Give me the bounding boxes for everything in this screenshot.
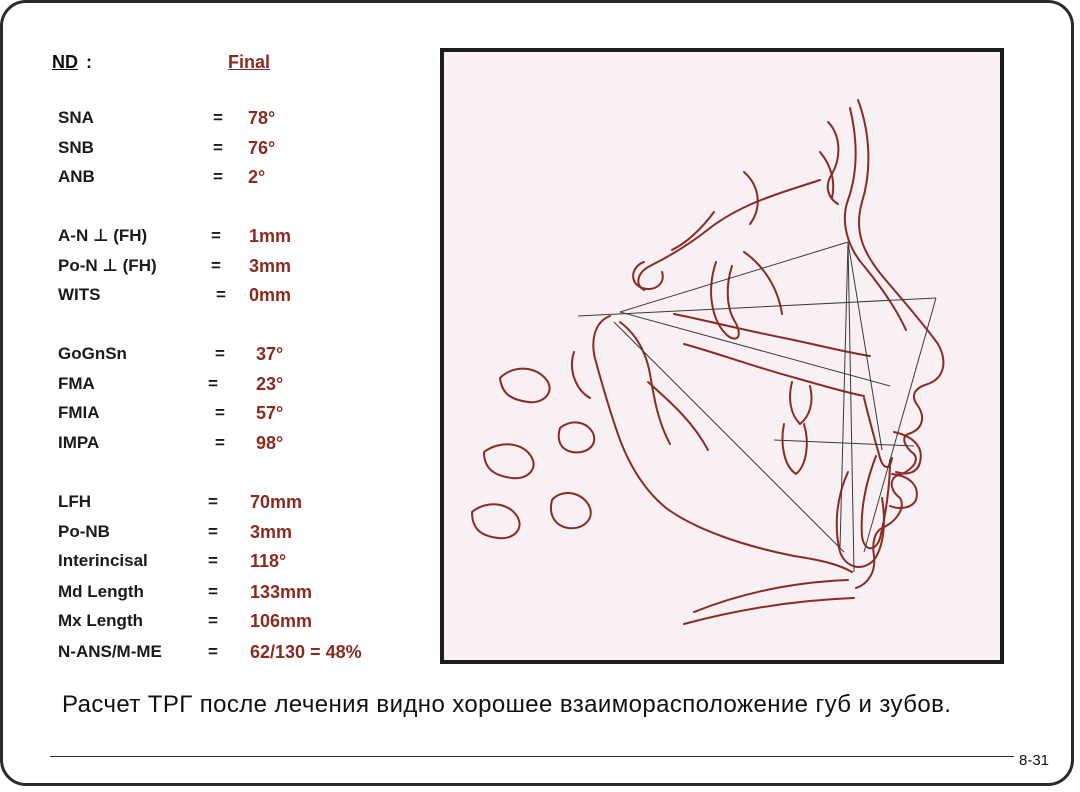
- metric-label: Po-NB: [58, 522, 110, 541]
- upper-incisor: [864, 398, 892, 467]
- metric-equals: =: [213, 138, 223, 157]
- metric-label: A-N ⊥ (FH): [58, 226, 148, 245]
- occlusal-plane: [774, 440, 914, 446]
- nd-header-colon: :: [86, 52, 92, 72]
- metric-value: 118°: [250, 551, 287, 571]
- s-n-line: [620, 242, 848, 312]
- sn-line: [578, 298, 936, 316]
- footer-divider: [50, 756, 1014, 757]
- metric-row-impa: [0, 433, 420, 457]
- metric-label: GoGnSn: [58, 344, 127, 363]
- metric-label: ANB: [58, 167, 95, 186]
- metric-row-fma: [0, 374, 420, 398]
- metric-equals: =: [208, 522, 218, 541]
- metric-equals: =: [213, 108, 223, 127]
- neck-line: [694, 580, 848, 612]
- metric-row-snb: [0, 138, 420, 162]
- metric-equals: =: [208, 611, 218, 630]
- metric-label: IMPA: [58, 433, 100, 452]
- nd-header: ND: [52, 52, 78, 72]
- vertebra-1: [500, 369, 550, 403]
- mandible-outline: [593, 316, 852, 572]
- tracing-drawing: [444, 52, 1000, 660]
- metric-label: SNA: [58, 108, 94, 127]
- metric-value: 62/130 = 48%: [250, 642, 362, 662]
- metric-row-po-nb: [0, 522, 420, 546]
- metric-value: 1mm: [249, 226, 292, 246]
- metric-row-interincisal: [0, 551, 420, 575]
- metric-equals: =: [208, 551, 218, 570]
- metric-row-md-length: [0, 582, 420, 606]
- neck-line-2: [684, 598, 854, 624]
- metric-label: Po-N ⊥ (FH): [58, 256, 157, 275]
- metric-label: FMA: [58, 374, 95, 393]
- metric-equals: =: [211, 256, 221, 275]
- metric-label: LFH: [58, 492, 92, 511]
- metric-value: 3mm: [250, 522, 293, 542]
- metric-value: 57°: [256, 403, 284, 423]
- metric-equals: =: [208, 374, 218, 393]
- metric-value: 78°: [248, 108, 276, 128]
- metric-value: 37°: [256, 344, 284, 364]
- metric-equals: =: [211, 226, 221, 245]
- metric-row-mx-length: [0, 611, 420, 635]
- vertebra-3: [472, 504, 520, 538]
- metric-value: 2°: [248, 167, 266, 187]
- metric-value: 3mm: [249, 256, 292, 276]
- metric-equals: =: [208, 642, 218, 661]
- metric-row-po-n-perp: [0, 256, 420, 280]
- soft-tissue-profile: [856, 100, 943, 588]
- metric-label: Md Length: [58, 582, 144, 601]
- metric-value: 70mm: [250, 492, 303, 512]
- metric-row-fmia: [0, 403, 420, 427]
- tracing-outlines: [472, 100, 943, 624]
- metric-label: Mx Length: [58, 611, 143, 630]
- metric-value: 133mm: [250, 582, 313, 602]
- upper-molar: [790, 382, 811, 424]
- vertebra-2: [484, 444, 534, 478]
- metric-row-lfh: [0, 492, 420, 516]
- n-a-line: [848, 242, 882, 450]
- n-perpendicular: [848, 242, 854, 572]
- zygoma: [744, 252, 782, 314]
- frontal-sinus: [744, 172, 758, 224]
- metric-row-gognsn: [0, 344, 420, 368]
- metric-equals: =: [208, 492, 218, 511]
- metric-row-n-ans-m-me: [0, 642, 420, 666]
- vertebra-5: [559, 422, 594, 452]
- metric-value: 106mm: [250, 611, 313, 631]
- odontoid: [572, 352, 590, 398]
- metric-label: FMIA: [58, 403, 100, 422]
- metric-label: SNB: [58, 138, 94, 157]
- metric-value: 23°: [256, 374, 284, 394]
- metric-value: 98°: [256, 433, 284, 453]
- metric-equals: =: [215, 403, 225, 422]
- metric-equals: =: [208, 582, 218, 601]
- maxilla-lower: [684, 344, 864, 396]
- n-b-line: [840, 242, 848, 548]
- metric-equals: =: [213, 167, 223, 186]
- metric-equals: =: [215, 433, 225, 452]
- bone-profile-upper: [845, 108, 906, 330]
- metric-label: Interincisal: [58, 551, 148, 570]
- vertebra-4: [551, 493, 591, 528]
- metric-label: N-ANS/M-ME: [58, 642, 162, 661]
- metric-value: 76°: [248, 138, 276, 158]
- metric-equals: =: [216, 285, 226, 304]
- upper-lip: [894, 432, 921, 474]
- slide-caption: Расчет ТРГ после лечения видно хорошее взаиморасположение губ и зубов.: [62, 691, 952, 718]
- cephalometric-metrics: [0, 0, 420, 680]
- lower-molar: [783, 424, 807, 474]
- page-number: 8-31: [1019, 752, 1050, 769]
- metric-value: 0mm: [249, 285, 292, 305]
- orbit-floor: [820, 152, 833, 198]
- metric-label: WITS: [58, 285, 101, 304]
- ramus-posterior: [620, 322, 670, 444]
- cephalometric-tracing-image: [440, 48, 1004, 664]
- metric-row-anb: [0, 167, 420, 191]
- final-header: Final: [228, 52, 271, 72]
- metric-row-wits: [0, 285, 420, 309]
- metric-row-a-n-perp: [0, 226, 420, 250]
- symphysis: [837, 472, 884, 567]
- mandibular-canal: [648, 382, 708, 450]
- metric-equals: =: [215, 344, 225, 363]
- mandibular-plane: [614, 322, 844, 552]
- metric-row-sna: [0, 108, 420, 132]
